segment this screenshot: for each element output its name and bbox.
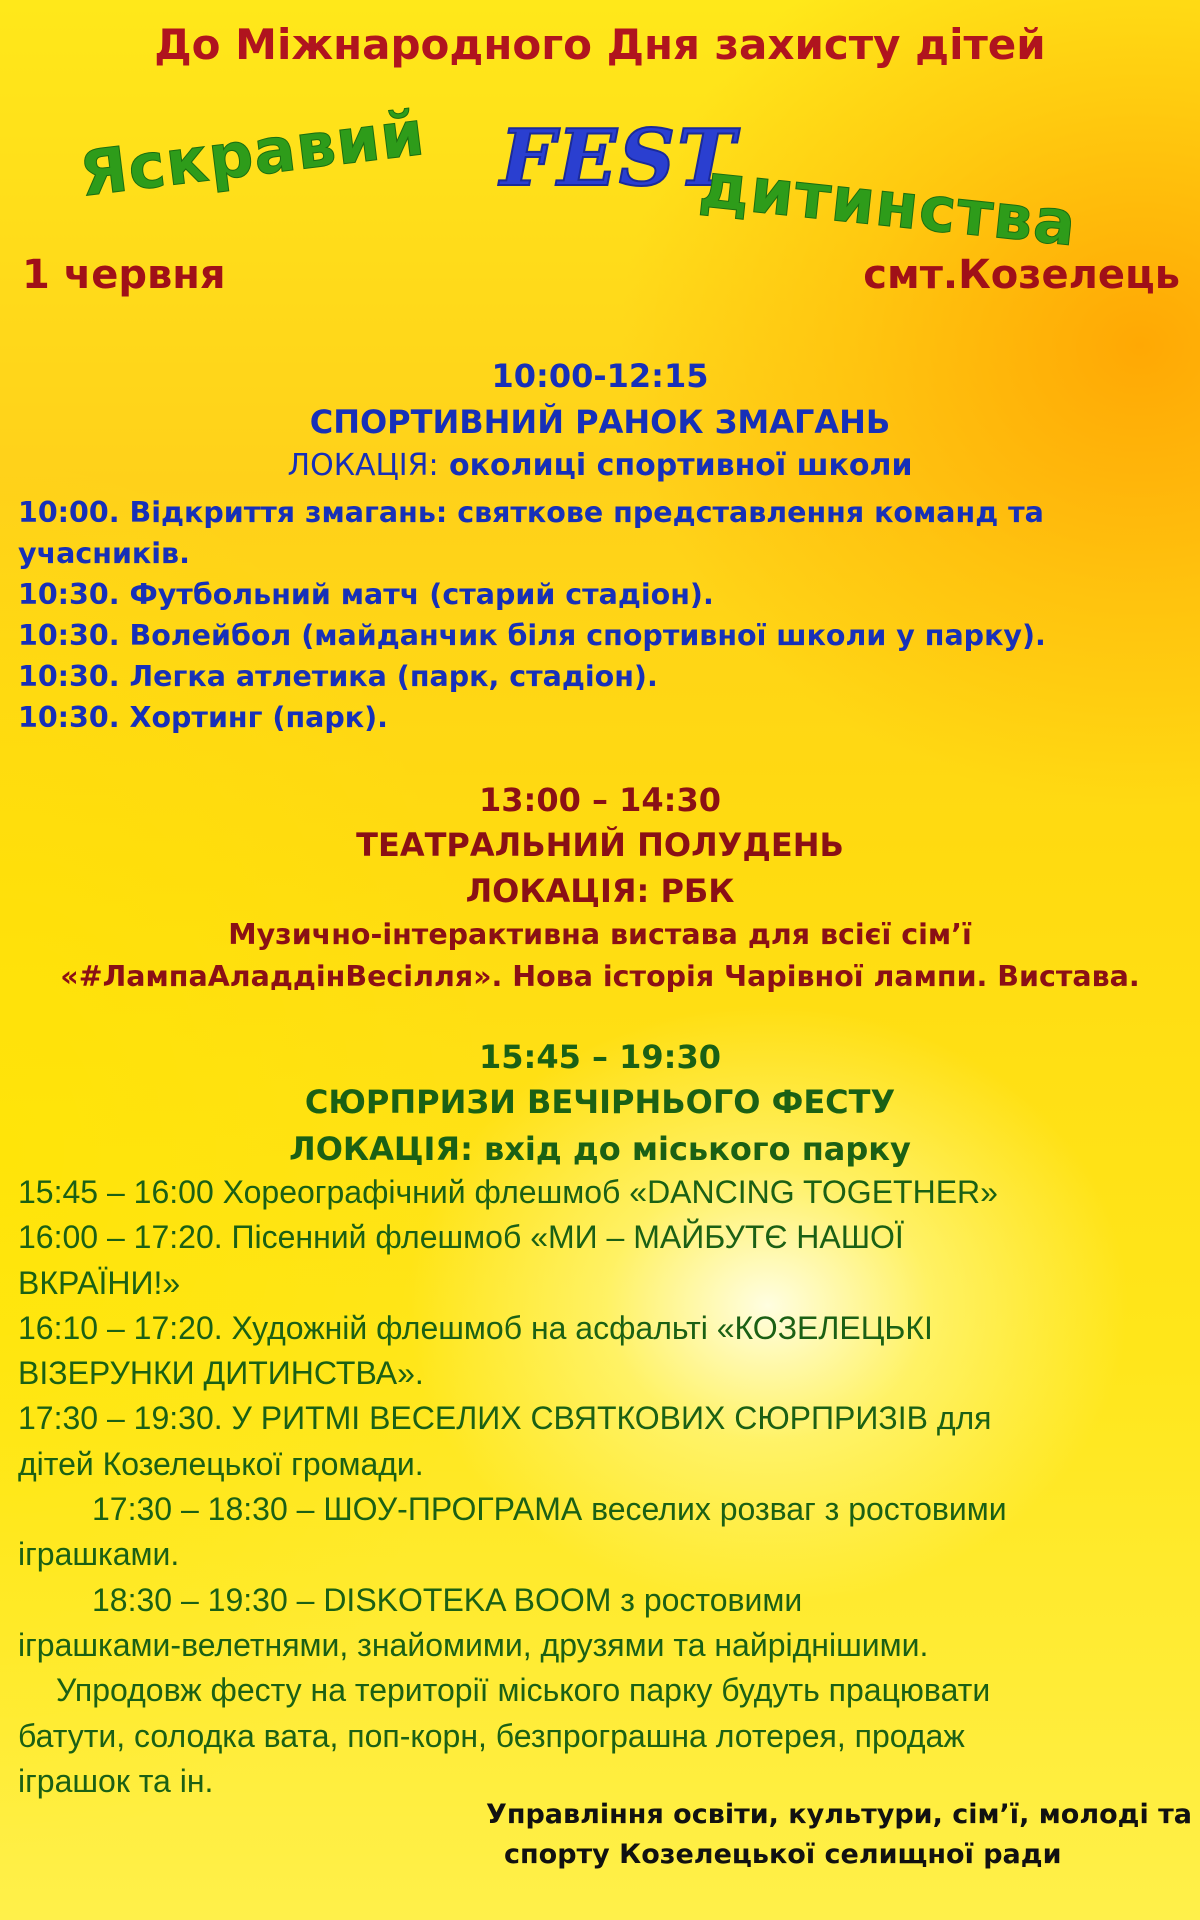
evening-line: 16:10 – 17:20. Художній флешмоб на асфальті «КОЗЕЛЕЦЬКІ	[18, 1309, 933, 1346]
date-place-row	[22, 252, 1180, 302]
sport-location	[0, 448, 1200, 483]
sport-item: 10:30. Волейбол (майданчик біля спортивної школи у парку).	[18, 619, 1046, 652]
fest-banner	[70, 95, 1130, 261]
evening-line: іграшками-велетнями, знайомими, друзями та найріднішими.	[18, 1626, 929, 1663]
fest-word-fest: FEST	[500, 113, 738, 204]
sport-location-value: околиці спортивної школи	[438, 448, 913, 483]
sport-heading: СПОРТИВНИЙ РАНОК ЗМАГАНЬ	[309, 403, 891, 441]
evening-location: ЛОКАЦІЯ: вхід до міського парку	[289, 1130, 911, 1168]
evening-line: 16:00 – 17:20. Пісенний флешмоб «МИ – МАЙБУТЄ НАШОЇ	[18, 1219, 904, 1256]
theatre-description: Музично-інтерактивна вистава для всієї сім’ї	[228, 918, 972, 951]
evening-line: іграшками.	[18, 1536, 180, 1573]
fest-word-childhood: дитинства	[696, 148, 1081, 261]
sport-item: 10:00. Відкриття змагань: святкове представлення команд та	[18, 496, 1044, 529]
sport-location-label: ЛОКАЦІЯ:	[287, 448, 439, 483]
evening-line: 18:30 – 19:30 – DISKOTEKA BOOM з ростовими	[92, 1581, 803, 1618]
sport-item: 10:30. Легка атлетика (парк, стадіон).	[18, 660, 658, 693]
sport-item: 10:30. Хортинг (парк).	[18, 701, 388, 734]
evening-line: іграшок та ін.	[18, 1762, 214, 1799]
evening-line: Упродовж фесту на території міського парку будуть працювати	[56, 1672, 991, 1709]
sport-time: 10:00-12:15	[491, 357, 709, 395]
theatre-time: 13:00 – 14:30	[479, 781, 721, 819]
evening-schedule	[18, 1170, 1188, 1804]
evening-line: 17:30 – 19:30. У РИТМІ ВЕСЕЛИХ СВЯТКОВИХ СЮРПРИЗІВ для	[18, 1400, 992, 1437]
theatre-location: ЛОКАЦІЯ: РБК	[465, 872, 735, 910]
organizer-credit	[486, 1795, 1196, 1875]
evening-line: ВІЗЕРУНКИ ДИТИНСТВА».	[18, 1355, 424, 1392]
evening-time: 15:45 – 19:30	[479, 1038, 721, 1076]
theatre-description: «#ЛампаАладдінВесілля». Нова історія Чарівної лампи. Вистава.	[60, 960, 1140, 993]
evening-line: 15:45 – 16:00 Хореографічний флешмоб «DANCING TOGETHER»	[18, 1174, 998, 1210]
theatre-heading: ТЕАТРАЛЬНИЙ ПОЛУДЕНЬ	[356, 826, 844, 864]
evening-line: батути, солодка вата, поп-корн, безпрограшна лотерея, продаж	[18, 1717, 965, 1754]
sport-item: 10:30. Футбольний матч (старий стадіон).	[18, 578, 714, 611]
evening-line: ВКРАЇНИ!»	[18, 1264, 181, 1301]
organizer-line: Управління освіти, культури, сім’ї, молоді та	[486, 1799, 1192, 1830]
evening-line: дітей Козелецької громади.	[18, 1445, 424, 1482]
poster-title: До Міжнародного Дня захисту дітей	[154, 20, 1046, 69]
organizer-line: спорту Козелецької селищної ради	[504, 1839, 1062, 1870]
evening-heading: СЮРПРИЗИ ВЕЧІРНЬОГО ФЕСТУ	[304, 1083, 896, 1121]
fest-word-bright: Яскравий	[75, 95, 429, 211]
sport-item: учасників.	[18, 537, 190, 570]
event-date: 1 червня	[22, 252, 226, 298]
event-place: смт.Козелець	[863, 252, 1180, 298]
sport-schedule	[18, 492, 1188, 738]
evening-line: 17:30 – 18:30 – ШОУ-ПРОГРАМА веселих розваг з ростовими	[92, 1491, 1007, 1528]
